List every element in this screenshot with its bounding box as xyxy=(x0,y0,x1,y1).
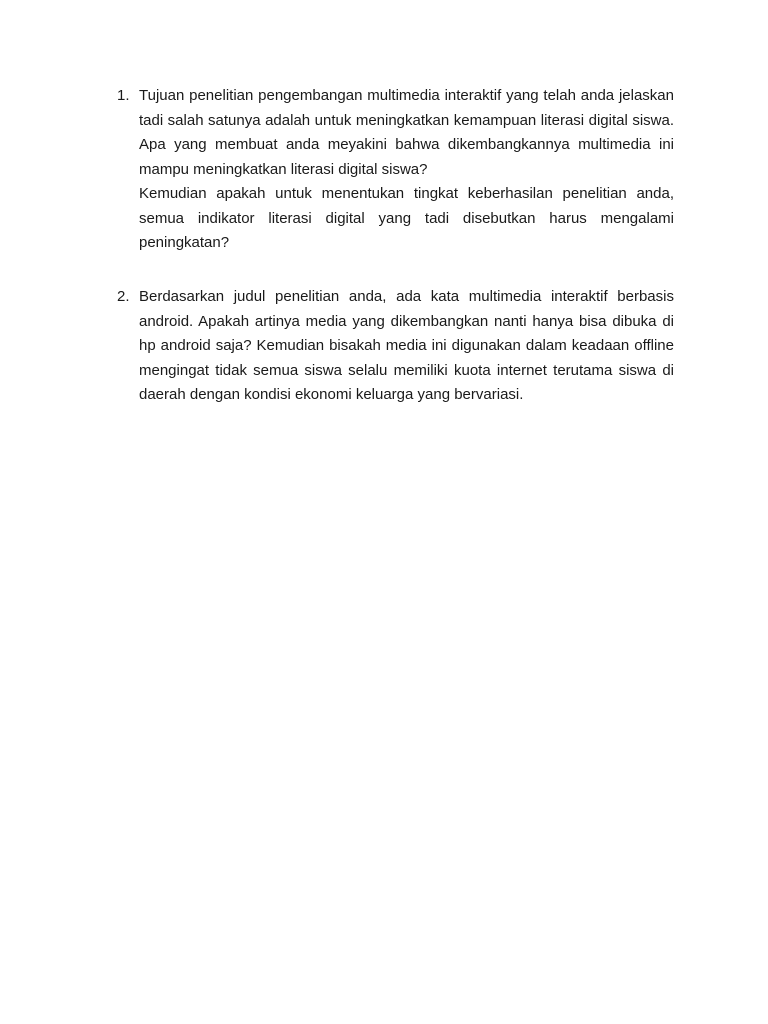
question-number: 2. xyxy=(117,288,130,305)
question-paragraph: Berdasarkan judul penelitian anda, ada kata multimedia interaktif berbasis android. Apakah artinya media yang dikembangkan nanti hanya bisa dibuka di hp android saja? Kemudian bisakah media ini digunakan dalam keadaan offline mengingat tidak semua siswa selalu memiliki kuota internet terutama siswa di daerah dengan kondisi ekonomi keluarga yang bervariasi. xyxy=(139,288,674,403)
question-body xyxy=(139,285,674,408)
question-paragraph: Kemudian apakah untuk menentukan tingkat keberhasilan penelitian anda, semua indikator literasi digital yang tadi disebutkan harus mengalami peningkatan? xyxy=(139,185,674,251)
question-paragraph: Tujuan penelitian pengembangan multimedia interaktif yang telah anda jelaskan tadi salah satunya adalah untuk meningkatkan kemampuan literasi digital siswa. Apa yang membuat anda meyakini bahwa dikembangkannya multimedia ini mampu meningkatkan literasi digital siswa? xyxy=(139,87,674,178)
question-body xyxy=(139,84,674,256)
question-number: 1. xyxy=(117,87,130,104)
